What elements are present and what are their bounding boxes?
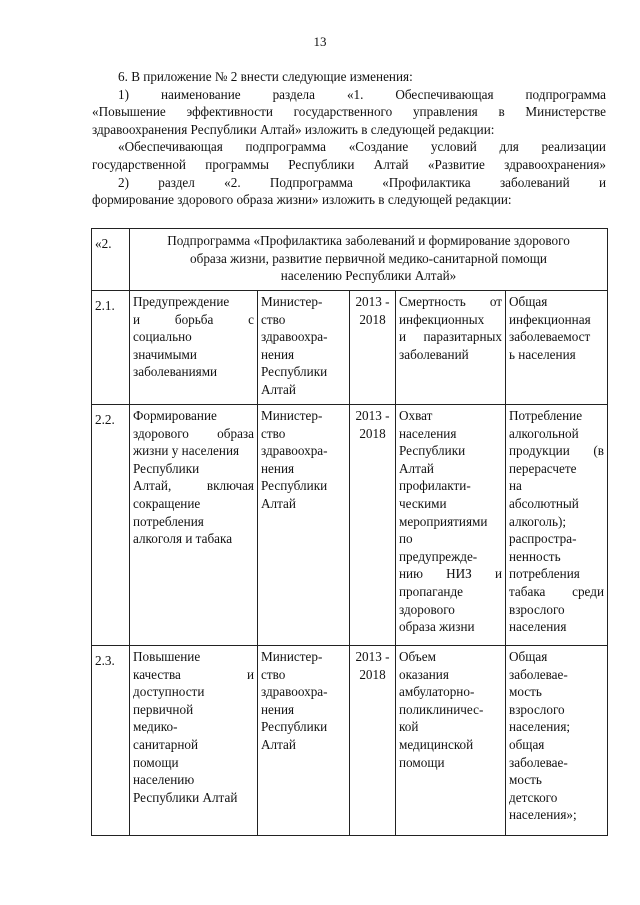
item1-line1: 1) наименование раздела «1. Обеспечивающая подпрограмма — [118, 86, 607, 102]
sub-indicator-line: взрослого — [509, 601, 565, 617]
row-number-cell — [92, 405, 130, 646]
executor-line: Алтай — [261, 736, 296, 752]
measure-word: включая — [206, 478, 254, 494]
sub-indicator-line: взрослого — [509, 701, 565, 717]
table-row — [92, 291, 608, 405]
indicator-line: Республики — [399, 443, 466, 459]
measure-word: здорового — [133, 425, 189, 441]
executor-line: нения — [261, 460, 295, 476]
item1-line4: «Обеспечивающая подпрограмма «Создание условий для реализации — [118, 139, 606, 155]
measure-line: Формирование — [133, 408, 217, 423]
measure-word: и — [133, 311, 141, 327]
indicator-line: Алтай — [399, 460, 434, 476]
row-number-cell — [92, 646, 130, 836]
measure-line: жизни у населения — [133, 443, 240, 459]
sub-indicator-line — [509, 583, 604, 601]
measure-line: значимыми — [133, 346, 197, 362]
row-number: 2.1. — [95, 298, 115, 313]
indicator-line: образа жизни — [399, 619, 475, 635]
sub-indicator-line: ь населения — [509, 346, 576, 362]
indicator-word: и — [494, 566, 502, 582]
sub-indicator-word: среди — [572, 583, 605, 599]
item2-line1: 2) раздел «2. Подпрограмма «Профилактика заболеваний и — [118, 174, 606, 190]
executor-line: Республики — [261, 478, 328, 494]
header-title-cell — [130, 229, 608, 291]
sub-indicator-line: инфекционная — [509, 311, 591, 327]
measure-line: сокращение — [133, 495, 201, 511]
indicator-line: поликлиничес- — [399, 701, 484, 717]
indicator-line: по — [399, 531, 413, 547]
executor-line: здравоохра- — [261, 443, 328, 459]
sub-indicator-word: продукции — [509, 443, 570, 459]
years-line: 2018 — [359, 425, 386, 441]
measure-line: Повышение — [133, 649, 201, 664]
table-row — [92, 405, 608, 646]
sub-indicator-line: населения — [509, 619, 567, 635]
executor-line: ство — [261, 425, 286, 441]
measure-cell — [130, 405, 258, 646]
sub-indicator-line: алкогольной — [509, 425, 579, 441]
sub-indicator-line: детского — [509, 789, 558, 805]
indicator-line: пропаганде — [399, 583, 464, 599]
measure-line: помощи — [133, 754, 179, 770]
sub-indicator-line: заболевае- — [509, 666, 568, 682]
measure-line: потребления — [133, 513, 204, 529]
sub-indicator-line: алкоголь); — [509, 513, 567, 529]
executor-line: здравоохра- — [261, 684, 328, 700]
years-cell — [350, 405, 396, 646]
measure-line — [133, 666, 254, 684]
executor-line: Министер- — [261, 294, 323, 309]
executor-line: Алтай — [261, 495, 296, 511]
sub-indicator-line: населения»; — [509, 807, 577, 823]
measure-line: доступности — [133, 684, 205, 700]
sub-indicator-line: перерасчете — [509, 460, 577, 476]
sub-indicator-line: Потребление — [509, 408, 583, 423]
item1-line2: «Повышение эффективности государственного управления в Министерстве — [92, 104, 606, 120]
indicator-line — [399, 328, 502, 346]
indicator-word: нию — [399, 566, 423, 582]
indicator-word: паразитарных — [423, 329, 502, 345]
executor-line: здравоохра- — [261, 329, 328, 345]
measure-line: Республики Алтай — [133, 789, 238, 805]
indicator-line: предупрежде- — [399, 548, 478, 564]
indicator-cell — [396, 405, 506, 646]
measure-line: населению — [133, 772, 195, 788]
measure-line: Предупреждение — [133, 294, 230, 309]
years-cell — [350, 291, 396, 405]
measure-cell — [130, 291, 258, 405]
sub-indicator-line: заболеваемост — [509, 329, 591, 345]
indicator-line: оказания — [399, 666, 449, 682]
measure-word: и — [246, 666, 254, 682]
measure-word: Алтай, — [133, 478, 172, 494]
measure-line: алкоголя и табака — [133, 531, 233, 547]
executor-line: Республики — [261, 719, 328, 735]
header-number: «2. — [95, 236, 112, 251]
years-line: 2013 - — [355, 294, 390, 309]
indicator-cell — [396, 646, 506, 836]
measure-line — [133, 477, 254, 495]
executor-line: ство — [261, 666, 286, 682]
years-line: 2013 - — [355, 408, 390, 423]
sub-indicator-line: потребления — [509, 566, 580, 582]
sub-indicator-line: Общая — [509, 649, 548, 664]
sub-indicator-line: населения; — [509, 719, 571, 735]
sub-indicator-word: табака — [509, 583, 546, 599]
sub-indicator-line: мость — [509, 772, 542, 788]
indicator-word: Смертность — [399, 294, 466, 309]
executor-line: нения — [261, 346, 295, 362]
indicator-line: заболеваний — [399, 346, 469, 362]
indicator-word: от — [489, 294, 502, 309]
sub-indicator-line: общая — [509, 736, 545, 752]
indicator-line — [399, 293, 502, 311]
sub-indicator-line: абсолютный — [509, 495, 579, 511]
indicator-line: здорового — [399, 601, 455, 617]
executor-cell — [258, 646, 350, 836]
item2-line2: формирование здорового образа жизни» изложить в следующей редакции: — [92, 192, 512, 208]
sub-indicator-line: распростра- — [509, 531, 577, 547]
executor-line: Министер- — [261, 649, 323, 664]
years-line: 2018 — [359, 666, 386, 682]
row-number: 2.2. — [95, 412, 115, 427]
executor-cell — [258, 405, 350, 646]
header-title-line: Подпрограмма «Профилактика заболеваний и формирование здорового — [167, 233, 570, 248]
item1-line3: здравоохранения Республики Алтай» изложить в следующей редакции: — [92, 121, 495, 137]
indicator-line — [399, 565, 502, 583]
measure-line: санитарной — [133, 736, 199, 752]
measure-word: с — [248, 311, 254, 327]
indicator-word: НИЗ — [446, 566, 472, 582]
indicator-cell — [396, 291, 506, 405]
subprogram-table — [91, 228, 608, 836]
row-number-cell — [92, 291, 130, 405]
years-line: 2018 — [359, 311, 386, 327]
measure-line: социально — [133, 329, 192, 345]
header-number-cell — [92, 229, 130, 291]
page-number: 13 — [313, 34, 327, 49]
row-number: 2.3. — [95, 653, 115, 668]
indicator-line: мероприятиями — [399, 513, 488, 529]
sub-indicator-line — [509, 442, 604, 460]
sub-indicator-cell — [506, 291, 608, 405]
sub-indicator-line: ненность — [509, 548, 561, 564]
measure-word: борьба — [174, 311, 214, 327]
executor-line: Алтай — [261, 381, 296, 397]
intro-text — [92, 68, 606, 209]
indicator-line: профилакти- — [399, 478, 471, 494]
measure-line — [133, 425, 254, 443]
measure-line — [133, 311, 254, 329]
measure-word: образа — [217, 425, 254, 441]
indicator-line: населения — [399, 425, 457, 441]
executor-cell — [258, 291, 350, 405]
amendment-heading: 6. В приложение № 2 внести следующие изменения: — [118, 69, 413, 84]
sub-indicator-line: мость — [509, 684, 542, 700]
sub-indicator-line: заболевае- — [509, 754, 568, 770]
table-header-row — [92, 229, 608, 291]
years-cell — [350, 646, 396, 836]
indicator-line: амбулаторно- — [399, 684, 475, 700]
sub-indicator-cell — [506, 405, 608, 646]
executor-line: Министер- — [261, 408, 323, 423]
measure-line: первичной — [133, 701, 194, 717]
measure-line: медико- — [133, 719, 178, 735]
sub-indicator-line: Общая — [509, 294, 548, 309]
indicator-line: ческими — [399, 495, 447, 511]
indicator-line: Охват — [399, 408, 433, 423]
executor-line: Республики — [261, 364, 328, 380]
measure-line: заболеваниями — [133, 364, 218, 380]
measure-cell — [130, 646, 258, 836]
executor-line: нения — [261, 701, 295, 717]
indicator-line: инфекционных — [399, 311, 485, 327]
sub-indicator-word: (в — [593, 443, 605, 459]
header-title-line: образа жизни, развитие первичной медико-санитарной помощи — [190, 250, 547, 266]
executor-line: ство — [261, 311, 286, 327]
years-line: 2013 - — [355, 649, 390, 664]
item1-line5: государственной программы Республики Алтай «Развитие здравоохранения» — [92, 156, 606, 172]
sub-indicator-cell — [506, 646, 608, 836]
measure-line: Республики — [133, 460, 200, 476]
indicator-line: медицинской — [399, 736, 474, 752]
indicator-line: помощи — [399, 754, 445, 770]
measure-word: качества — [133, 666, 181, 682]
indicator-word: и — [399, 329, 407, 345]
indicator-line: кой — [399, 719, 419, 735]
header-title-line: населению Республики Алтай» — [280, 268, 457, 284]
table-row — [92, 646, 608, 836]
sub-indicator-line: на — [509, 478, 522, 494]
indicator-line: Объем — [399, 649, 436, 664]
